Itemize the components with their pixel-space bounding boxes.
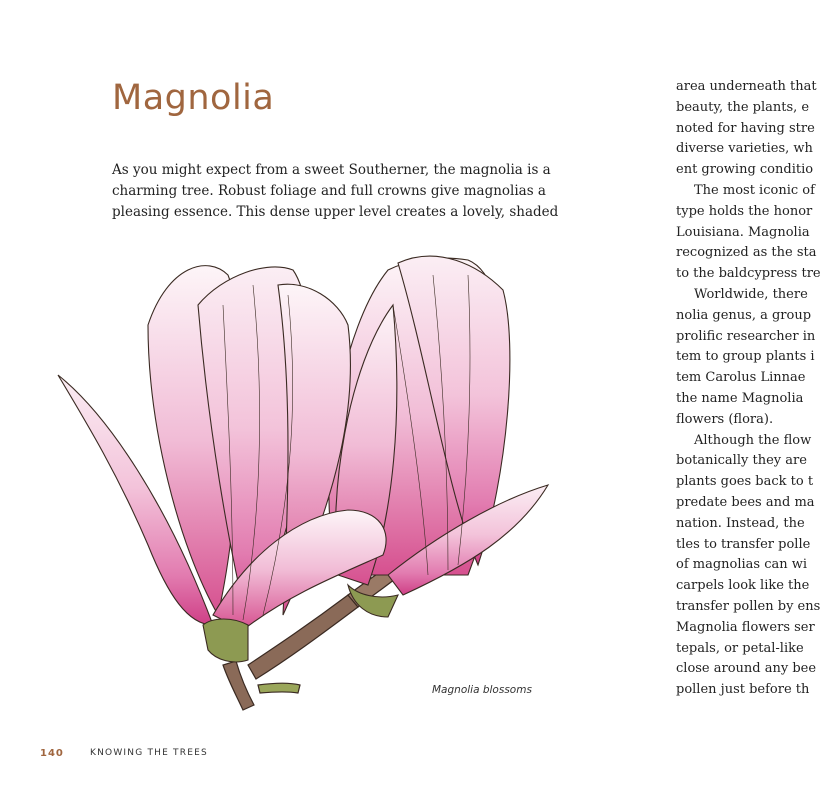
right-column-line: Although the flow (694, 432, 812, 448)
right-column-line: nation. Instead, the (676, 515, 805, 531)
magnolia-illustration (48, 245, 558, 715)
right-column-line: close around any bee (676, 661, 817, 677)
right-column-line: carpels look like the (676, 578, 810, 594)
page-title: Magnolia (112, 78, 275, 118)
right-column-text (676, 77, 821, 701)
intro-paragraph (112, 160, 559, 223)
right-column-line: area underneath that (676, 79, 817, 94)
right-column-line: type holds the honor (676, 203, 813, 219)
right-column-line: the name Magnolia (676, 390, 804, 406)
figure-caption: Magnolia blossoms (432, 684, 532, 696)
right-column-line: tem to group plants i (676, 349, 815, 365)
right-column-line: predate bees and ma (676, 494, 815, 510)
running-head: KNOWING THE TREES (90, 748, 208, 758)
right-column-line: to the baldcypress tre (676, 266, 821, 282)
right-column-line: noted for having stre (676, 120, 815, 136)
right-column-line: tles to transfer polle (676, 536, 811, 552)
right-column-line: Louisiana. Magnolia (676, 224, 810, 240)
right-column-line: flowers (flora). (676, 411, 774, 427)
right-column-line: pollen just before th (676, 682, 810, 698)
right-column-line: diverse varieties, wh (676, 141, 813, 157)
right-column-line: plants goes back to t (676, 474, 814, 490)
right-column-line: transfer pollen by ens (676, 598, 821, 614)
right-column-line: The most iconic of (694, 182, 815, 198)
intro-line: charming tree. Robust foliage and full crowns give magnolias a (112, 183, 546, 199)
right-column-line: tepals, or petal-like (676, 640, 804, 656)
page-number: 140 (40, 748, 64, 759)
right-column-line: nolia genus, a group (676, 307, 812, 323)
right-column-line: ent growing conditio (676, 162, 814, 178)
intro-line: pleasing essence. This dense upper level creates a lovely, shaded (112, 204, 559, 220)
right-column-line: Magnolia flowers ser (676, 619, 815, 635)
intro-line: As you might expect from a sweet Southerner, the magnolia is a (112, 162, 551, 178)
right-column-line: beauty, the plants, e (676, 99, 810, 115)
right-column-line: tem Carolus Linnae (676, 370, 806, 386)
right-column-line: prolific researcher in (676, 328, 816, 344)
right-column-line: Worldwide, there (694, 286, 808, 302)
right-column-line: botanically they are (676, 453, 807, 469)
right-column-line: recognized as the sta (676, 245, 817, 261)
right-column-line: of magnolias can wi (676, 557, 808, 573)
